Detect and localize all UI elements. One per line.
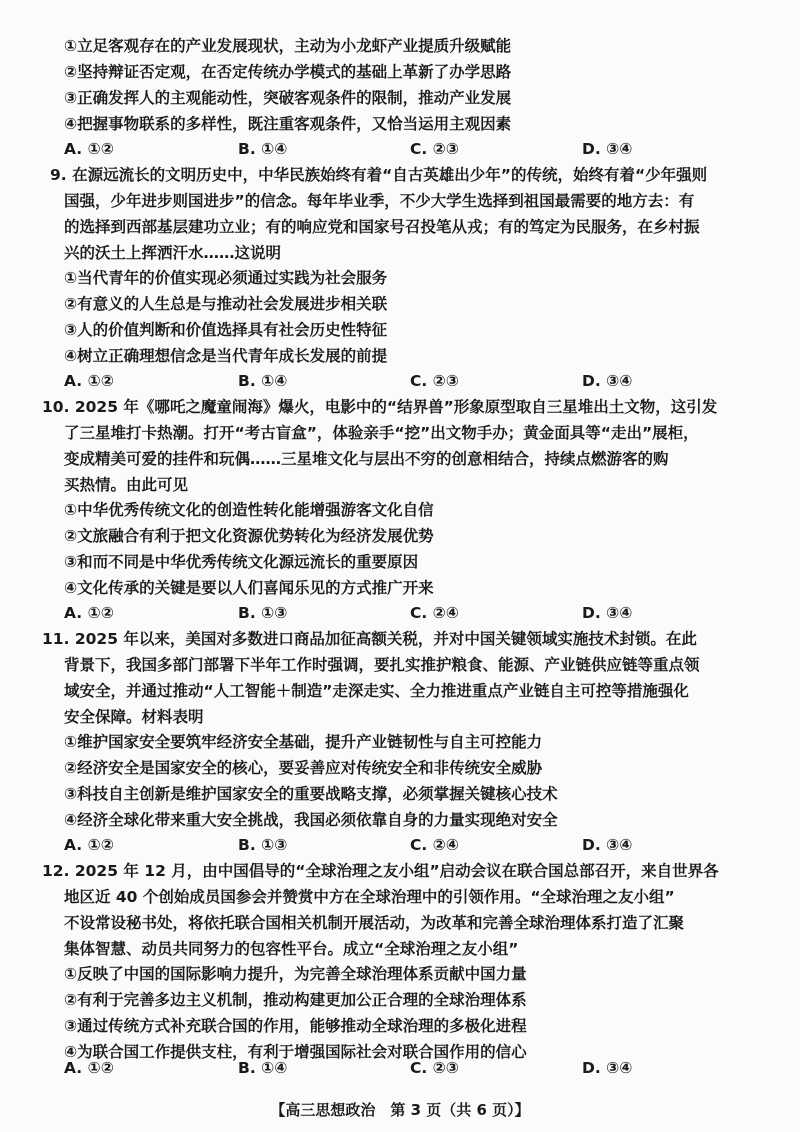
q10-option-b: B. ①③ [238,604,288,622]
q12-statement-1: ①反映了中国的国际影响力提升，为完善全球治理体系贡献中国力量 [64,965,527,983]
q11-option-d: D. ③④ [582,836,633,854]
q9-statement-4: ④树立正确理想信念是当代青年成长发展的前提 [64,347,388,365]
q10-statement-3: ③和而不同是中华优秀传统文化源远流长的重要原因 [64,553,419,571]
q8-option-d: D. ③④ [582,140,633,158]
q11-option-b: B. ①③ [238,836,288,854]
q11-stem-line-4: 安全保障。材料表明 [64,708,204,726]
q11-statement-1: ①维护国家安全要筑牢经济安全基础，提升产业链韧性与自主可控能力 [64,733,543,751]
q9-statement-3: ③人的价值判断和价值选择具有社会历史性特征 [64,321,388,339]
q8-option-b: B. ①④ [238,140,288,158]
q11-statement-3: ③科技自主创新是维护国家安全的重要战略支撑，必须掌握关键核心技术 [64,785,558,803]
q9-stem-line-2: 国强，少年进步则国进步”的信念。每年毕业季，不少大学生选择到祖国最需要的地方去：有 [64,192,695,210]
q12-option-a: A. ①② [64,1059,114,1077]
q12-statement-3: ③通过传统方式补充联合国的作用，能够推动全球治理的多极化进程 [64,1017,527,1035]
q12-stem-line-4: 集体智慧、动员共同努力的包容性平台。成立“全球治理之友小组” [64,940,519,958]
q10-option-c: C. ②④ [410,604,459,622]
q8-statement-1: ①立足客观存在的产业发展现状，主动为小龙虾产业提质升级赋能 [64,37,512,55]
q10-option-a: A. ①② [64,604,114,622]
q9-stem-line-4: 兴的沃土上挥洒汗水……这说明 [64,244,282,262]
q12-option-c: C. ②③ [410,1059,459,1077]
q9-statement-1: ①当代青年的价值实现必须通过实践为社会服务 [64,269,388,287]
q9-option-a: A. ①② [64,372,114,390]
q12-option-b: B. ①④ [238,1059,288,1077]
q10-stem-line-2: 了三星堆打卡热潮。打开“考古盲盒”，体验亲手“挖”出文物手办；黄金面具等“走出”展柜， [64,424,699,442]
q9-stem-line-3: 的选择到西部基层建功立业；有的响应党和国家号召投笔从戎；有的笃定为民服务，在乡村振 [64,218,700,236]
q12-stem-line-1: 12. 2025 年 12 月，由中国倡导的“全球治理之友小组”启动会议在联合国总部召开，来自世界各 [42,862,719,880]
q10-stem-line-3: 变成精美可爱的挂件和玩偶……三星堆文化与层出不穷的创意相结合，持续点燃游客的购 [64,450,669,468]
q9-option-d: D. ③④ [582,372,633,390]
q9-stem-line-1: 9. 在源远流长的文明历史中，中华民族始终有着“自古英雄出少年”的传统，始终有着“少年强则 [50,166,708,184]
q10-statement-2: ②文旅融合有利于把文化资源优势转化为经济发展优势 [64,527,434,545]
q11-stem-line-3: 域安全，并通过推动“人工智能＋制造”走深走实、全力推进重点产业链自主可控等措施强化 [64,682,689,700]
q10-statement-1: ①中华优秀传统文化的创造性转化能增强游客文化自信 [64,501,434,519]
q10-statement-4: ④文化传承的关键是要以人们喜闻乐见的方式推广开来 [64,579,434,597]
q12-stem-line-3: 不设常设秘书处，将依托联合国相关机制开展活动，为改革和完善全球治理体系打造了汇聚 [64,914,685,932]
page-footer: 【高三思想政治 第 3 页（共 6 页）】 [270,1101,530,1119]
q10-option-d: D. ③④ [582,604,633,622]
q10-stem-line-4: 买热情。由此可见 [64,476,189,494]
q11-stem-line-1: 11. 2025 年以来，美国对多数进口商品加征高额关税，并对中国关键领域实施技术封锁。在此 [42,630,697,648]
q8-option-a: A. ①② [64,140,114,158]
q12-statement-2: ②有利于完善多边主义机制，推动构建更加公正合理的全球治理体系 [64,991,527,1009]
q12-stem-line-2: 地区近 40 个创始成员国参会并赞赏中方在全球治理中的引领作用。“全球治理之友小组” [64,888,675,906]
q10-stem-line-1: 10. 2025 年《哪吒之魔童闹海》爆火，电影中的“结界兽”形象原型取自三星堆出土文物，这引发 [42,398,718,416]
q12-statement-4: ④为联合国工作提供支柱，有利于增强国际社会对联合国作用的信心 [64,1043,527,1061]
q11-stem-line-2: 背景下，我国多部门部署下半年工作时强调，要扎实推护粮食、能源、产业链供应链等重点领 [64,656,700,674]
q12-option-d: D. ③④ [582,1059,633,1077]
q11-option-a: A. ①② [64,836,114,854]
q9-option-c: C. ②③ [410,372,459,390]
q11-statement-4: ④经济全球化带来重大安全挑战，我国必须依靠自身的力量实现绝对安全 [64,811,558,829]
q8-option-c: C. ②③ [410,140,459,158]
q8-statement-3: ③正确发挥人的主观能动性，突破客观条件的限制，推动产业发展 [64,89,512,107]
q11-option-c: C. ②④ [410,836,459,854]
q8-statement-2: ②坚持辩证否定观，在否定传统办学模式的基础上革新了办学思路 [64,63,512,81]
q9-statement-2: ②有意义的人生总是与推动社会发展进步相关联 [64,295,388,313]
q11-statement-2: ②经济安全是国家安全的核心，要妥善应对传统安全和非传统安全威胁 [64,759,543,777]
q8-statement-4: ④把握事物联系的多样性，既注重客观条件，又恰当运用主观因素 [64,115,512,133]
q9-option-b: B. ①④ [238,372,288,390]
